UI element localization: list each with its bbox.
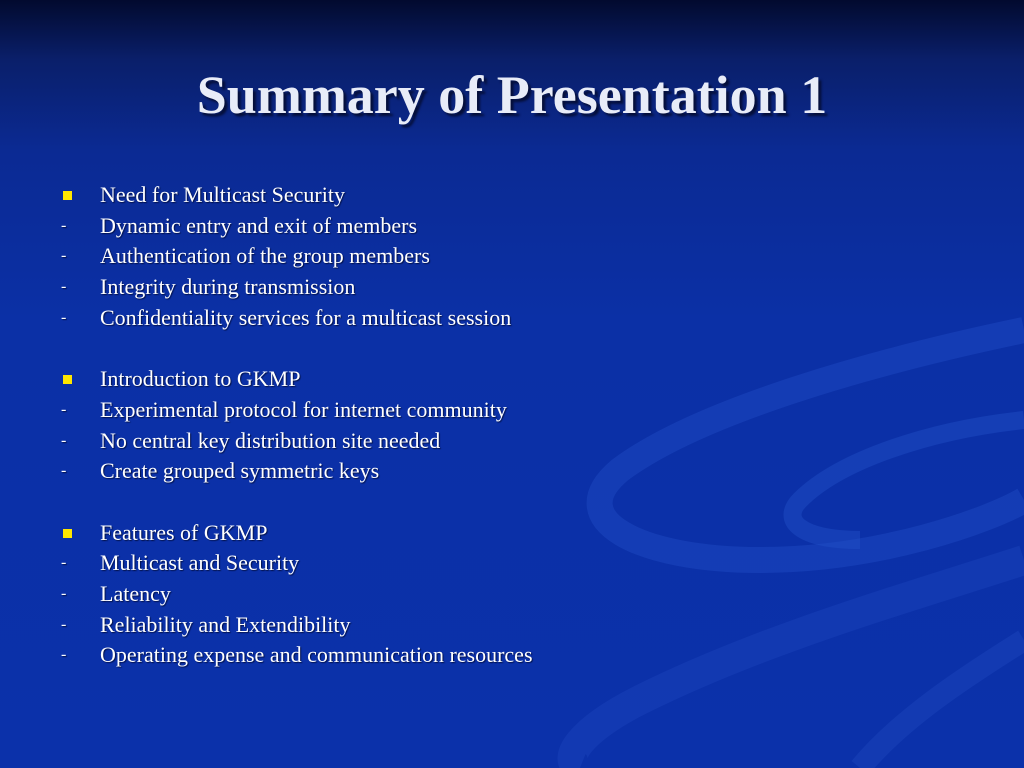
list-item: [58, 272, 958, 303]
section-heading-text: Introduction to GKMP: [100, 366, 301, 392]
section-heading: [58, 518, 958, 549]
list-item: [58, 241, 958, 272]
dash-bullet-icon: -: [61, 308, 67, 326]
list-item: [58, 426, 958, 457]
list-item: [58, 579, 958, 610]
list-item-text: Latency: [100, 580, 171, 606]
list-item-text: No central key distribution site needed: [100, 427, 441, 453]
section-heading-text: Need for Multicast Security: [100, 182, 345, 207]
list-item: [58, 640, 958, 671]
yellow-square-bullet-icon: [63, 191, 72, 200]
list-item: [58, 211, 958, 242]
yellow-square-bullet-icon: [63, 375, 72, 384]
list-item-text: Dynamic entry and exit of members: [100, 212, 418, 238]
list-item-text: Authentication of the group members: [100, 243, 430, 269]
dash-bullet-icon: -: [61, 400, 67, 418]
list-item: [58, 303, 958, 334]
dash-bullet-icon: -: [61, 462, 67, 480]
dash-bullet-icon: -: [61, 554, 67, 572]
list-item-text: Integrity during transmission: [100, 274, 356, 300]
list-item-text: Operating expense and communication resources: [100, 642, 533, 668]
section-heading: [58, 364, 958, 395]
bullet-list: [58, 180, 958, 671]
list-item-text: Multicast and Security: [100, 550, 300, 576]
dash-bullet-icon: -: [61, 216, 67, 234]
dash-bullet-icon: -: [61, 431, 67, 449]
dash-bullet-icon: -: [61, 646, 67, 664]
dash-bullet-icon: -: [61, 584, 67, 602]
list-item-text: Confidentiality services for a multicast session: [100, 304, 512, 330]
list-item: [58, 395, 958, 426]
list-item-text: Reliability and Extendibility: [100, 611, 351, 637]
section-heading-text: Features of GKMP: [100, 519, 268, 545]
list-item: [58, 610, 958, 641]
list-item-text: Create grouped symmetric keys: [100, 458, 380, 484]
list-item: [58, 456, 958, 487]
dash-bullet-icon: -: [61, 615, 67, 633]
slide-title: Summary of Presentation 1: [196, 65, 828, 125]
dash-bullet-icon: -: [61, 247, 67, 265]
section-spacer: [58, 333, 958, 364]
list-item: [58, 548, 958, 579]
list-item-text: Experimental protocol for internet community: [100, 396, 507, 422]
section-heading: [58, 180, 958, 211]
yellow-square-bullet-icon: [63, 529, 72, 538]
dash-bullet-icon: -: [61, 278, 67, 296]
section-spacer: [58, 487, 958, 518]
